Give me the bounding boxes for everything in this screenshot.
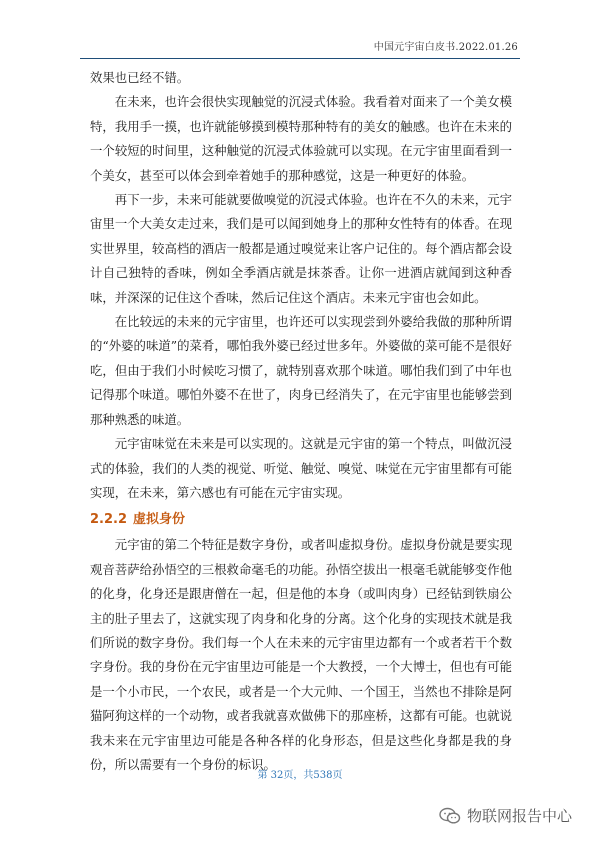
watermark-text: 物联网报告中心 xyxy=(466,807,572,825)
page-number: 第 32页，共538页 xyxy=(257,770,343,781)
paragraph-3: 再下一步，未来可能就要做嗅觉的沉浸式体验。也许在不久的未来，元宇宙里一个大美女走过来，我们是可以闻到她身上的那种女性特有的体香。在现实世界里，较高档的酒店一般都是通过嗅觉来让客户记住的。每个酒店都会设计自己独特的香味，例如全季酒店就是抹茶香。让你一进酒店就闻到这种香味，并深深的记住这个香味，然后记住这个酒店。未来元宇宙也会如此。 xyxy=(90,192,512,305)
paragraph-5: 元宇宙味觉在未来是可以实现的。这就是元宇宙的第一个特点，叫做沉浸式的体验，我们的人类的视觉、听觉、触觉、嗅觉、味觉在元宇宙里都有可能实现，在未来，第六感也有可能在元宇宙实现。 xyxy=(90,436,512,500)
paragraph-6: 元宇宙的第二个特征是数字身份，或者叫虚拟身份。虚拟身份就是要实现观音菩萨给孙悟空的三根救命毫毛的功能。孙悟空拔出一根毫毛就能够变作他的化身，化身还是跟唐僧在一起，但是他的本身（或叫肉身）已经钻到铁扇公主的肚子里去了，这就实现了肉身和化身的分离。这个化身的实现技术就是我们所说的数字身份。我们每一个人在未来的元宇宙里边都有一个或者若干个数字身份。我的身份在元宇宙里边可能是一个大教授，一个大博士，但也有可能是一个小市民，一个农民，或者是一个大元帅、一个国王，当然也不排除是阿猫阿狗这样的一个动物，或者我就喜欢做佛下的那座桥，这都有可能。也就说我未来在元宇宙里边可能是各种各样的化身形态，但是这些化身都是我的身份，所以需要有一个身份的标识。 xyxy=(90,537,512,772)
section-heading xyxy=(90,507,512,533)
section-number: 2.2.2 xyxy=(90,512,128,528)
section-title: 虚拟身份 xyxy=(133,512,186,528)
header-divider xyxy=(80,58,520,59)
paragraph-4: 在比较远的未来的元宇宙里，也许还可以实现尝到外婆给我做的那种所谓的“外婆的味道”的菜肴，哪怕我外婆已经过世多年。外婆做的菜可能不是很好吃，但由于我们小时候吃习惯了，就特别喜欢那个味道。哪怕我们到了中年也记得那个味道。哪怕外婆不在世了，肉身已经消失了，在元宇宙里也能够尝到那种熟悉的味道。 xyxy=(90,314,512,427)
wechat-icon xyxy=(439,807,461,825)
watermark xyxy=(439,805,572,826)
document-body xyxy=(90,66,512,777)
paragraph-1: 效果也已经不错。 xyxy=(90,70,190,85)
paragraph-2: 在未来，也许会很快实现触觉的沉浸式体验。我看着对面来了一个美女模特，我用手一摸，也许就能够摸到模特那种特有的美女的触感。也许在未来的一个较短的时间里，这种触觉的沉浸式体验就可以实现。在元宇宙里面看到一个美女，甚至可以体会到牵着她手的那种感觉，这是一种更好的体验。 xyxy=(90,94,512,183)
page-header: 中国元宇宙白皮书.2022.01.26 xyxy=(373,42,518,53)
